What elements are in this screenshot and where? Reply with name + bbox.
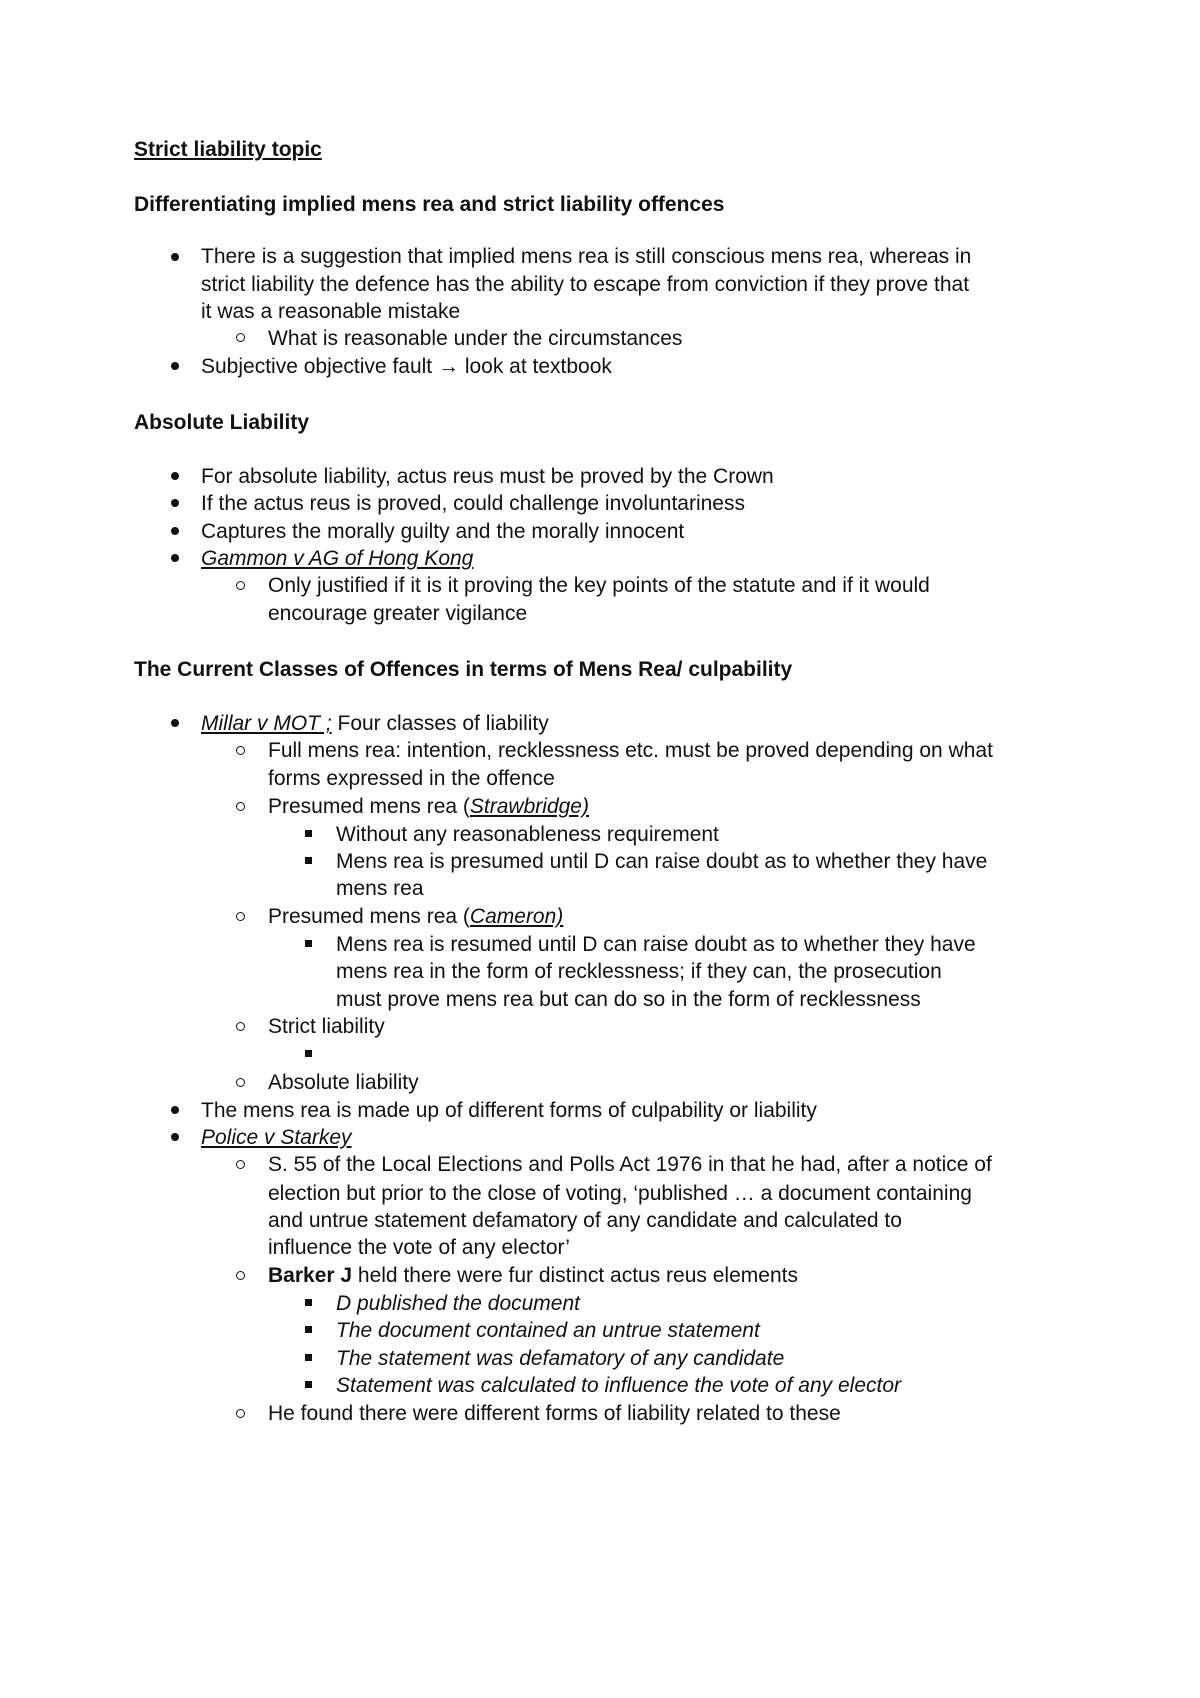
list-item-text: forms expressed in the offence (268, 767, 555, 790)
list-item-text: For absolute liability, actus reus must be proved by the Crown (201, 465, 774, 488)
bullet-disc-icon (171, 253, 179, 261)
list-item-text (268, 1263, 798, 1289)
bullet-disc-icon (171, 499, 179, 507)
bullet-disc-icon (171, 1133, 179, 1141)
list-item-text: it was a reasonable mistake (201, 300, 461, 323)
list-item-text: The statement was defamatory of any candidate (336, 1347, 785, 1370)
bullet-square-icon (305, 1050, 312, 1057)
bullet-disc-icon (171, 1106, 179, 1114)
bullet-circle-icon (236, 912, 245, 921)
list-item-text: S. 55 of the Local Elections and Polls Act 1976 in that he had, after a notice of (268, 1153, 992, 1176)
list-item-text: Absolute liability (268, 1071, 419, 1094)
section-heading-current-classes: The Current Classes of Offences in terms of Mens Rea/ culpability (134, 658, 793, 681)
bullet-circle-icon (236, 1409, 245, 1418)
list-item-text: He found there were different forms of liability related to these (268, 1402, 841, 1425)
list-item-text-part: Presumed mens rea ( (268, 905, 470, 928)
bullet-disc-icon (171, 527, 179, 535)
list-item-text: Only justified if it is it proving the key points of the statute and if it would (268, 574, 930, 597)
list-item-text: mens rea (336, 877, 424, 900)
document-title: Strict liability topic (134, 138, 322, 161)
bullet-disc-icon (171, 362, 179, 370)
case-name: Police v Starkey (201, 1126, 352, 1149)
list-item-text: Full mens rea: intention, recklessness etc. must be proved depending on what (268, 739, 993, 762)
list-item-text: If the actus reus is proved, could challenge involuntariness (201, 492, 745, 515)
bullet-square-icon (305, 857, 312, 864)
bullet-square-icon (305, 1326, 312, 1333)
list-item-text-part: Subjective objective fault (201, 355, 433, 378)
list-item-text (268, 794, 589, 820)
case-name: Millar v MOT ; (201, 712, 332, 735)
case-name: Cameron) (469, 905, 564, 928)
list-item-text-part: Presumed mens rea ( (268, 795, 470, 818)
list-item-text: Captures the morally guilty and the morally innocent (201, 520, 685, 543)
bullet-circle-icon (236, 581, 245, 590)
list-item-text: Without any reasonableness requirement (336, 823, 719, 846)
list-item-text: Strict liability (268, 1015, 385, 1038)
bullet-circle-icon (236, 802, 245, 811)
case-name: Gammon v AG of Hong Kong (201, 547, 474, 570)
list-item-text: election but prior to the close of voting, ‘published … a document containing (268, 1182, 972, 1205)
judge-name: Barker J (268, 1264, 353, 1287)
bullet-square-icon (305, 1354, 312, 1361)
list-item-text-part: Four classes of liability (337, 712, 549, 735)
bullet-circle-icon (236, 746, 245, 755)
list-item-text: The document contained an untrue statement (336, 1319, 760, 1342)
list-item-text: Statement was calculated to influence the vote of any elector (336, 1374, 902, 1397)
bullet-circle-icon (236, 1022, 245, 1031)
list-item-text: and untrue statement defamatory of any candidate and calculated to (268, 1209, 902, 1232)
list-item-text: encourage greater vigilance (268, 602, 528, 625)
list-item-text: influence the vote of any elector’ (268, 1236, 570, 1259)
bullet-circle-icon (236, 1160, 245, 1169)
list-item-text (201, 711, 549, 737)
bullet-circle-icon (236, 1078, 245, 1087)
list-item-text: The mens rea is made up of different forms of culpability or liability (201, 1099, 817, 1122)
list-item-text-part: held there were fur distinct actus reus elements (357, 1264, 798, 1287)
bullet-square-icon (305, 940, 312, 947)
arrow-right-icon: → (437, 355, 459, 378)
bullet-circle-icon (236, 333, 245, 342)
list-item-text (268, 904, 563, 930)
list-item-text: There is a suggestion that implied mens rea is still conscious mens rea, whereas in (201, 245, 972, 268)
bullet-square-icon (305, 830, 312, 837)
section-heading-implied-mens-rea: Differentiating implied mens rea and strict liability offences (134, 193, 725, 216)
list-item-text: must prove mens rea but can do so in the form of recklessness (336, 988, 921, 1011)
list-item-text: What is reasonable under the circumstances (268, 327, 683, 350)
section-heading-absolute-liability: Absolute Liability (134, 411, 310, 434)
list-item-text-part: look at textbook (464, 355, 612, 378)
bullet-square-icon (305, 1381, 312, 1388)
list-item-text: mens rea in the form of recklessness; if they can, the prosecution (336, 960, 942, 983)
case-name: Strawbridge) (469, 795, 589, 818)
bullet-disc-icon (171, 472, 179, 480)
list-item-text: strict liability the defence has the ability to escape from conviction if they prove that (201, 273, 970, 296)
bullet-disc-icon (171, 554, 179, 562)
bullet-circle-icon (236, 1271, 245, 1280)
bullet-square-icon (305, 1299, 312, 1306)
list-item-text: Mens rea is presumed until D can raise doubt as to whether they have (336, 850, 988, 873)
list-item-text (201, 354, 612, 380)
list-item-text: D published the document (336, 1292, 580, 1315)
list-item-text: Mens rea is resumed until D can raise doubt as to whether they have (336, 933, 976, 956)
bullet-disc-icon (171, 719, 179, 727)
